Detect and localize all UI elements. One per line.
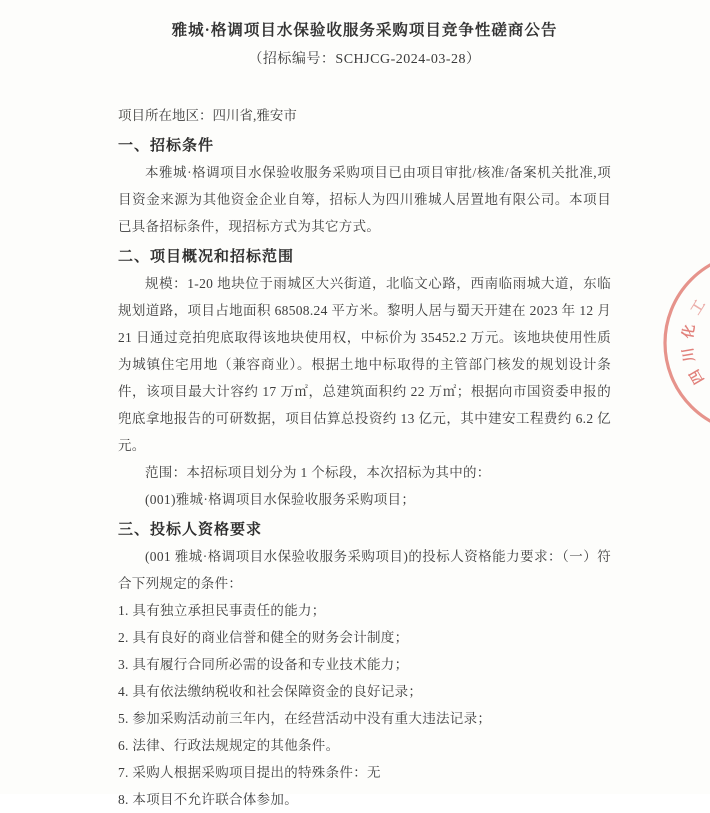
qualification-item-7: 7. 采购人根据采购项目提出的特殊条件：无 [118, 765, 381, 780]
seal-char: 化 [681, 323, 699, 340]
lot-001-line: (001)雅城·格调项目水保验收服务采购项目； [145, 492, 416, 507]
seal-char: 工 [688, 297, 709, 318]
section-1-paragraph: 本雅城·格调项目水保验收服务采购项目已由项目审批/核准/备案机关批准,项目资金来源为其他资金企业自筹，招标人为四川雅城人居置地有限公司。本项目已具备招标条件，现招标方式为其它方式。 [118, 165, 611, 234]
qualification-intro-paragraph: (001 雅城·格调项目水保验收服务采购项目)的投标人资格能力要求：（一）符合下列规定的条件： [118, 549, 611, 591]
qualification-item-5: 5. 参加采购活动前三年内，在经营活动中没有重大违法记录； [118, 711, 492, 726]
section-1-heading: 一、招标条件 [118, 137, 215, 154]
section-project-overview [118, 243, 611, 513]
project-location-line: 项目所在地区：四川省,雅安市 [118, 108, 297, 123]
section-tender-conditions [118, 132, 611, 240]
qualification-item-2: 2. 具有良好的商业信誉和健全的财务会计制度； [118, 630, 409, 645]
seal-char: 四 [687, 366, 708, 386]
tender-number-line: （招标编号：SCHJCG-2024-03-28） [248, 52, 481, 67]
qualification-item-3: 3. 具有履行合同所必需的设备和专业技术能力； [118, 657, 409, 672]
section-3-heading: 三、投标人资格要求 [118, 521, 263, 538]
company-seal-icon [638, 253, 710, 453]
scale-paragraph: 规模：1-20 地块位于雨城区大兴街道，北临文心路，西南临雨城大道，东临规划道路，项目占地面积 68508.24 平方米。黎明人居与蜀天开建在 2023 年 12 月 21 日通过竞拍兜底取得该地块使用权，中标价为 35452.2 万元。该地块使用性质为城镇住宅用地（兼容商业）。根据土地中标取得的主管部门核发的规划设计条件，该项目最大计容约 17 万㎡，总建筑面积约 22 万㎡；根据向市国资委申报的兜底拿地报告的可研数据，项目估算总投资约 13 亿元，其中建安工程费约 6.2 亿元。 [118, 276, 611, 453]
qualification-item-8: 8. 本项目不允许联合体参加。 [118, 792, 298, 807]
qualification-item-4: 4. 具有依法缴纳税收和社会保障资金的良好记录； [118, 684, 423, 699]
section-bidder-qualifications [118, 516, 611, 813]
qualification-item-1: 1. 具有独立承担民事责任的能力； [118, 603, 326, 618]
qualification-item-6: 6. 法律、行政法规规定的其他条件。 [118, 738, 340, 753]
seal-char: 川 [681, 346, 699, 363]
section-2-heading: 二、项目概况和招标范围 [118, 248, 295, 265]
document-title: 雅城·格调项目水保验收服务采购项目竞争性磋商公告 [171, 22, 558, 39]
scope-paragraph: 范围：本招标项目划分为 1 个标段，本次招标为其中的： [145, 465, 491, 480]
